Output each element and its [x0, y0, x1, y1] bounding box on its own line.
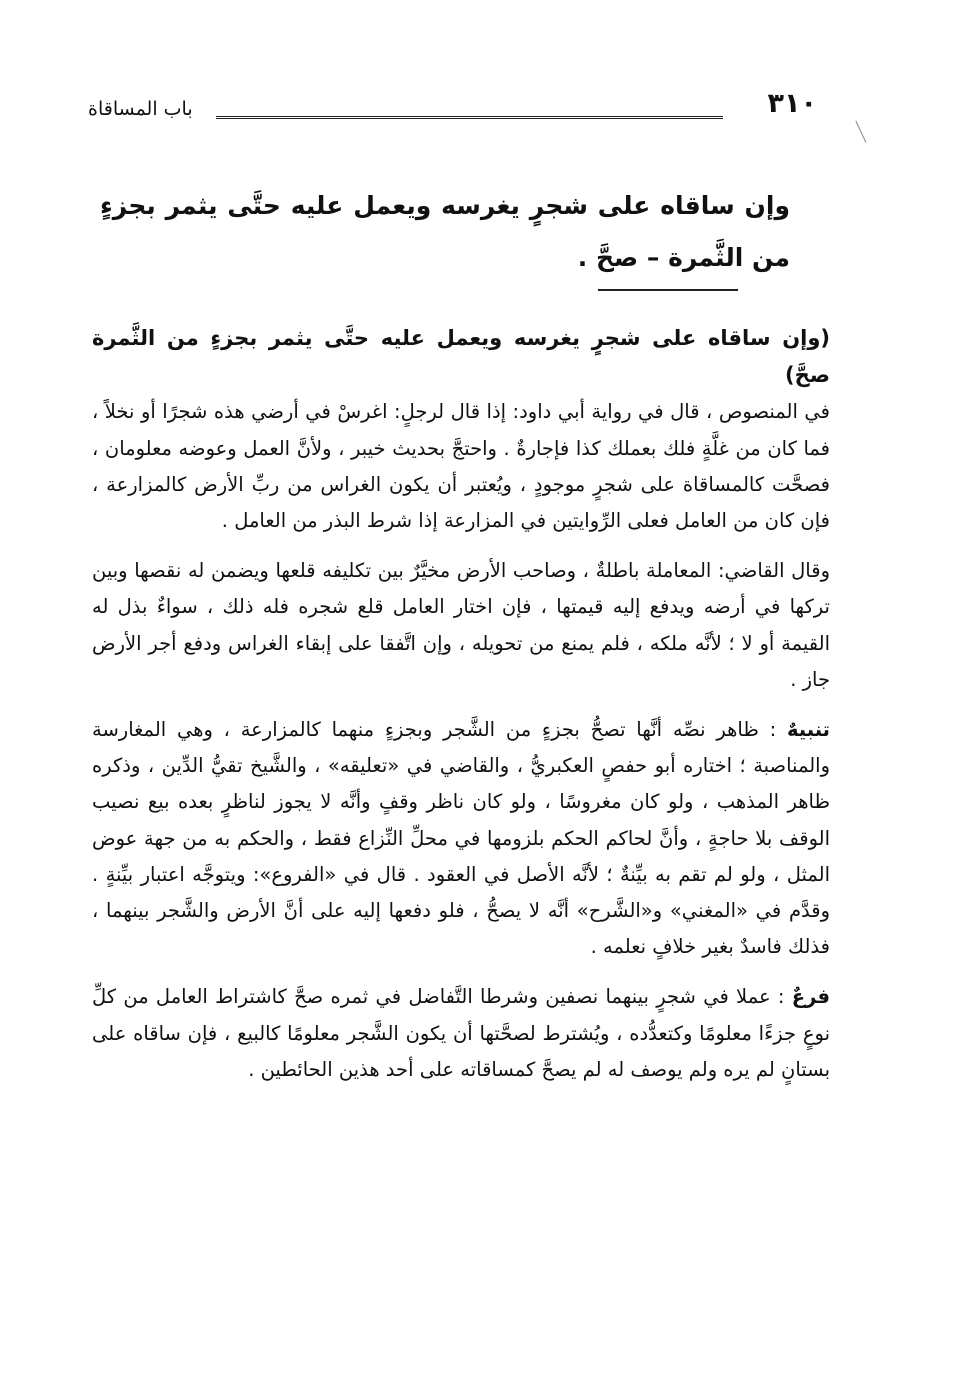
paragraph-2-text: وقال القاضي: المعاملة باطلةٌ ، وصاحب الأرض مخيَّرٌ بين تكليفه قلعها ويضمن له نقصها وبين تركها في أرضه ويدفع إليه قيمتها ، فإن اختار العامل قلع شجره فله ذلك ، سواءٌ بذل له القيمة أو لا ؛ لأنَّه ملكه ، فلم يمنع من تحويله ، وإن اتَّفقا على إبقاء الغراس ودفع أجر الأرض جاز .: [92, 559, 830, 691]
paragraph-1-text: في المنصوص ، قال في رواية أبي داود: إذا قال لرجلٍ: اغرسْ في أرضي هذه شجرًا أو نخلاً ، فما كان من غلَّةٍ فلك بعملك كذا فإجارةٌ . واحتجَّ بحديث خيبر ، ولأنَّ العمل وعوضه معلومان ، فصحَّت كالمساقاة على شجرٍ موجودٍ ، ويُعتبر أن يكون الغراس من ربِّ الأرض كالمزارعة ، فإن كان من العامل فعلى الرِّوايتين في المزارعة إذا شرط البذر من العامل .: [92, 400, 830, 533]
paragraph-3-text: : ظاهر نصِّه أنَّها تصحُّ بجزءٍ من الشَّجر وبجزءٍ منهما كالمزارعة ، وهي المغارسة والمناصبة ؛ اختاره أبو حفصٍ العكبريُّ ، والقاضي في «تعليقه» ، والشَّيخ تقيُّ الدِّين ، وذكره ظاهر المذهب ، ولو كان مغروسًا ، ولو كان ناظر وقفٍ وأنَّه لا يجوز لناظرٍ بعده بيع نصيب الوقف بلا حاجةٍ ، وأنَّ لحاكم الحكم بلزومها في محلِّ النِّزاع فقط ، والحكم به من جهة عوض المثل ، ولو لم تقم به بيِّنةٌ ؛ لأنَّه الأصل في العقود . قال في «الفروع»: ويتوجَّه اعتبار بيِّنةٍ . وقدَّم في «المغني» و«الشَّرح» أنَّه لا يصحُّ ، فلو دفعها إليه على أنَّ الأرض والشَّجر بينهما ، فذلك فاسدٌ بغير خلافٍ نعلمه .: [92, 718, 830, 959]
paragraph-4-text: : عملا في شجرٍ بينهما نصفين وشرطا التَّفاضل في ثمره صحَّ كاشتراط العامل من كلِّ نوعٍ جزءًا معلومًا وكتعدُّده ، ويُشترط لصحَّتها أن يكون الشَّجر معلومًا كالبيع ، فإن ساقاه على بستانٍ لم يره ولم يوصف له لم يصحَّ كمساقاته على أحد هذين الحائطين .: [92, 985, 830, 1081]
page-number: ٣١٠: [767, 88, 817, 119]
main-text: وإن ساقاه على شجرٍ يغرسه ويعمل عليه حتَّى يثمر بجزءٍ من الثَّمرة – صحَّ .: [100, 191, 790, 272]
commentary-paragraph-1: [92, 320, 830, 539]
notice-heading: تنبيهٌ: [786, 718, 830, 742]
commentary-paragraph-3: [92, 712, 830, 965]
chapter-title: باب المساقاة: [88, 98, 193, 120]
branch-heading: فرعٌ: [791, 985, 830, 1009]
lemma-quote: (وإن ساقاه على شجرٍ يغرسه ويعمل عليه حتَّى يثمر بجزءٍ من الثَّمرة صحَّ): [92, 326, 830, 388]
separator-rule: [598, 289, 738, 291]
page-header: [88, 88, 823, 128]
commentary-paragraph-4: [92, 979, 830, 1088]
margin-mark: [855, 117, 873, 143]
commentary: [92, 320, 830, 1102]
header-rule: [216, 116, 723, 119]
commentary-paragraph-2: [92, 553, 830, 698]
